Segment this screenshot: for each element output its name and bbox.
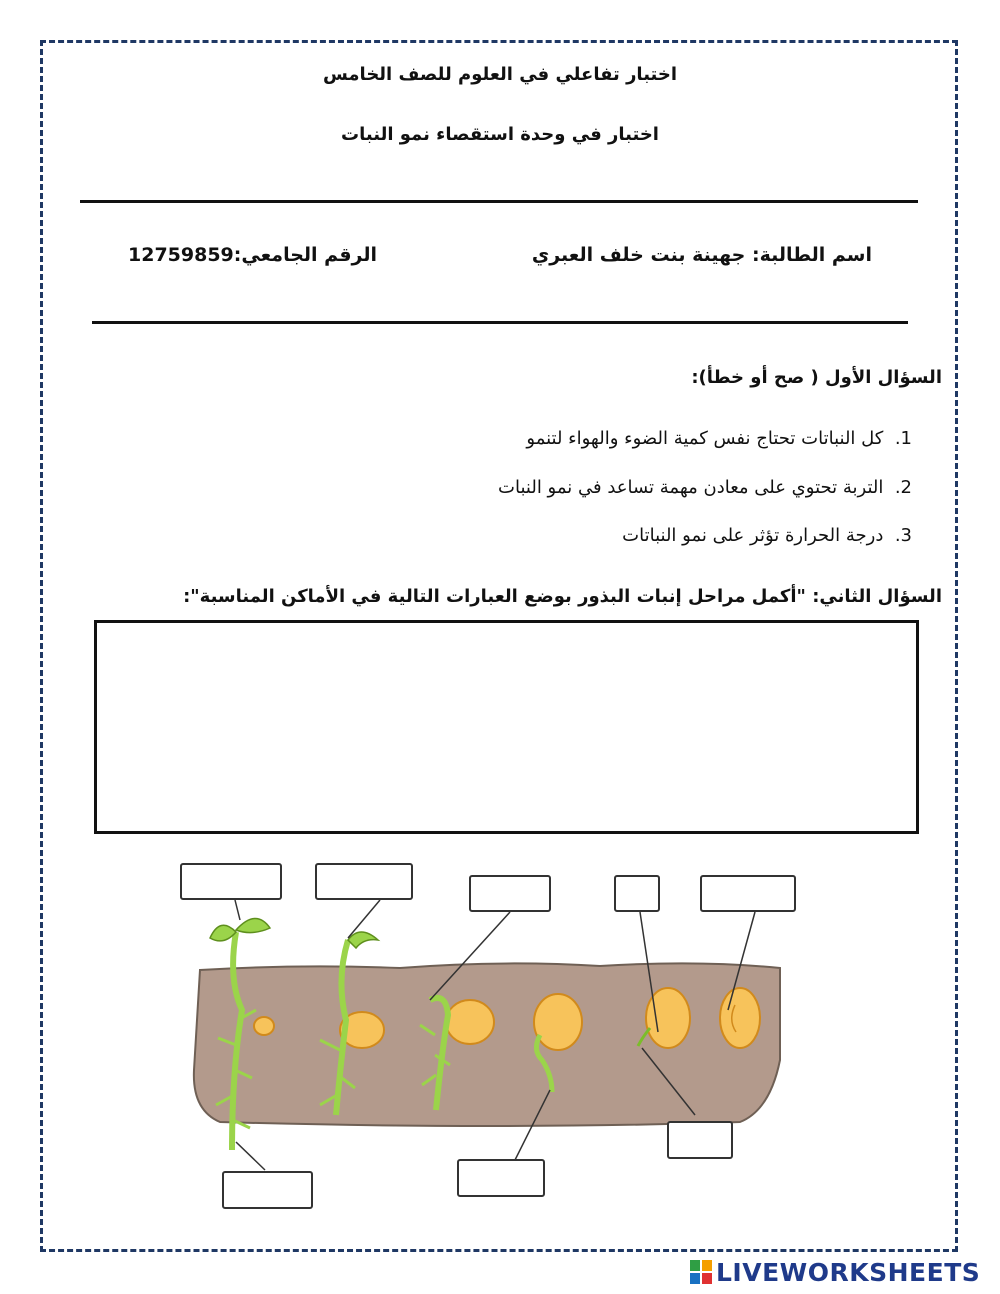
item-text: درجة الحرارة تؤثر على نمو النباتات bbox=[622, 525, 884, 546]
drop-box-4[interactable] bbox=[614, 875, 660, 912]
worksheet-title: اختبار تفاعلي في العلوم للصف الخامس bbox=[322, 64, 678, 85]
logo-text: LIVEWORKSHEETS bbox=[716, 1257, 981, 1287]
student-id: الرقم الجامعي:12759859 bbox=[128, 244, 377, 266]
question1-item-1 bbox=[526, 428, 912, 449]
item-number: 3. bbox=[894, 525, 912, 546]
liveworksheets-logo bbox=[690, 1256, 980, 1288]
question1-title: السؤال الأول ( صح أو خطأ): bbox=[691, 367, 942, 388]
drop-box-1[interactable] bbox=[180, 863, 282, 900]
soil bbox=[194, 963, 780, 1126]
question1-item-3 bbox=[622, 525, 912, 546]
drop-box-3[interactable] bbox=[469, 875, 551, 912]
divider-bottom bbox=[92, 321, 908, 324]
drag-options-box[interactable] bbox=[94, 620, 919, 834]
item-number: 1. bbox=[894, 428, 912, 449]
divider-top bbox=[80, 200, 918, 203]
question1-item-2 bbox=[498, 477, 912, 498]
student-name: اسم الطالبة: جهينة بنت خلف العبري bbox=[531, 244, 872, 266]
item-text: كل النباتات تحتاج نفس كمية الضوء والهواء لتنمو bbox=[526, 428, 884, 449]
question2-title: السؤال الثاني: "أكمل مراحل إنبات البذور بوضع العبارات التالية في الأماكن المناسبة": bbox=[183, 586, 942, 607]
drop-box-8[interactable] bbox=[667, 1121, 733, 1159]
logo-icon bbox=[690, 1260, 712, 1284]
item-text: التربة تحتوي على معادن مهمة تساعد في نمو النبات bbox=[498, 477, 884, 498]
item-number: 2. bbox=[894, 477, 912, 498]
drop-box-6[interactable] bbox=[222, 1171, 313, 1209]
worksheet-subtitle: اختبار في وحدة استقصاء نمو النبات bbox=[341, 124, 659, 145]
drop-box-2[interactable] bbox=[315, 863, 413, 900]
drop-box-7[interactable] bbox=[457, 1159, 545, 1197]
seed-stage-1 bbox=[720, 988, 760, 1048]
drop-box-5[interactable] bbox=[700, 875, 796, 912]
